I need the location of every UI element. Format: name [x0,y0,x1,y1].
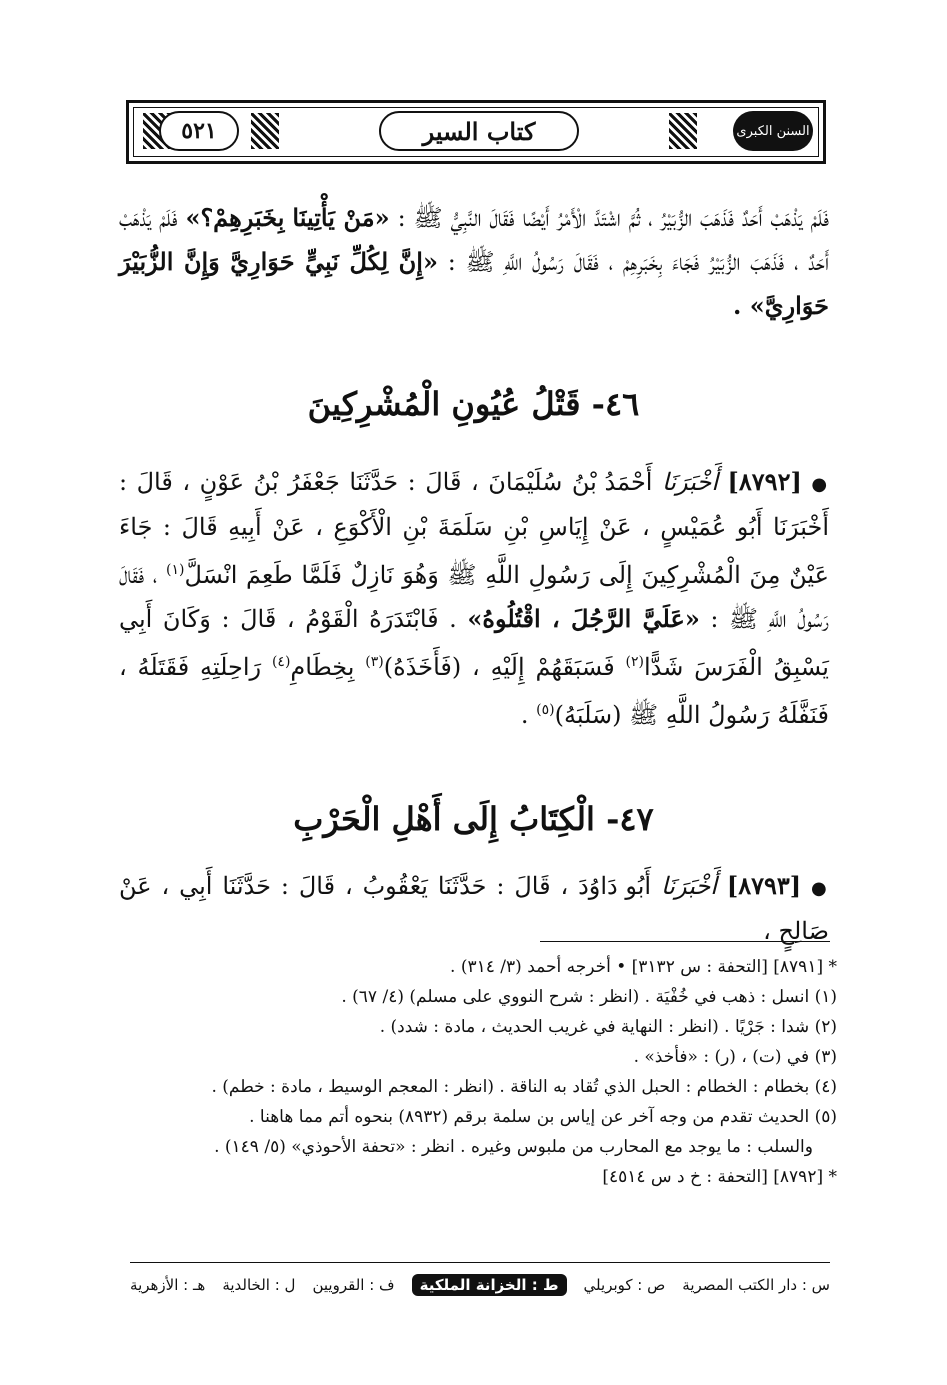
hadith-8792 [119,460,829,737]
ornament-icon [669,113,697,149]
footer-item: هـ : الأزهرية [130,1276,206,1294]
hadith-number: [٨٧٩٢] [727,467,802,496]
page-header [126,100,826,164]
footer-item-highlight: ط : الخزانة الملكية [412,1274,567,1296]
section-heading-46: ٤٦- قَتْلُ عُيُونِ الْمُشْرِكِينَ [307,385,640,423]
hadith-text: أَبُو دَاوُدَ ، قَالَ : حَدَّثَنَا يَعْقُوبُ ، قَالَ : حَدَّثَنَا أَبِي ، عَنْ صَالِحٍ ، [119,872,829,945]
hadith-text-6: رَاحِلَتِهِ فَقَتَلَهُ ، فَنَفَّلَهُ رَسُولُ اللَّهِ ﷺ (سَلَبَهُ) [119,653,829,729]
book-logo: السنن الكبرى [733,111,813,151]
footer-item: ف : القرويين [312,1276,395,1294]
footnote-line: (٥) الحديث تقدم من وجه آخر عن إياس بن سلمة برقم (٨٩٣٢) بنحوه أتم مما هاهنا . [249,1107,837,1127]
footer-item: س : دار الكتب المصرية [682,1276,830,1294]
bullet-icon: ● [811,878,829,899]
hadith-text-1: أَحْمَدُ بْنُ سُلَيْمَانَ ، قَالَ : حَدَّثَنَا جَعْفَرُ بْنُ عَوْنٍ ، قَالَ : أَخْبَرَنَا أَبُو عُمَيْسٍ ، عَنْ إِيَاسِ بْنِ سَلَمَةَ بْنِ الْأَكْوَعِ ، عَنْ أَبِيهِ قَالَ : جَاءَ عَيْنٌ مِنَ الْمُشْرِكِينَ إِلَى رَسُولِ اللَّهِ ﷺ وَهُوَ نَازِلٌ فَلَمَّا طَعِمَ انْسَلَّ [119,468,829,589]
footnote-line: (٤) بخطام : الخطام : الحبل الذي تُقاد به الناقة . (انظر : المعجم الوسيط ، مادة : خطم) . [211,1077,837,1097]
hadith-text-3: . فَابْتَدَرَهُ الْقَوْمُ ، قَالَ : وَكَانَ أَبِي يَسْبِقُ الْفَرَسَ شَدًّا [119,605,829,681]
footer-item: ص : كوبريلي [583,1276,666,1294]
akhbarana: أَخْبَرَنَا [662,468,718,496]
hadith-text-5: بِخِطَامِ [290,653,355,681]
footnote-line: (٢) شدا : جَرْيًا . (انظر : النهاية في غريب الحديث ، مادة : شدد) . [379,1017,837,1037]
footnote-line: * [٨٧٩١] [التحفة : س ٣١٣٢] • أخرجه أحمد (٣/ ٣١٤) . [450,957,837,977]
footnote-ref: (٤) [271,654,291,670]
para1-line3-bold: «إِنَّ لِكُلِّ نَبِيٍّ حَوَارِيَّ وَإِنَّ الزُّبَيْرَ حَوَارِيَّ» . [119,247,829,320]
footnote-line: (٣) في (ت) ، (ر) : «فأخذ» . [633,1047,837,1067]
footnote-ref: (١) [166,562,185,578]
page-number: ٥٢١ [159,111,239,151]
footnote-ref: (٢) [625,654,645,670]
footnote-divider [540,941,830,942]
para1-line2-bold: بِخَبَرِهِمْ؟» [185,203,285,232]
book-title: كتاب السير [379,111,579,151]
section-heading-47: ٤٧- الْكِتَابُ إِلَى أَهْلِ الْحَرْبِ [293,800,654,838]
footer-item: ل : الخالدية [222,1276,296,1294]
hadith-number: [٨٧٩٣] [726,871,802,900]
hadith-text-7: . [520,701,529,729]
hadith-8793 [119,864,829,953]
bullet-icon: ● [811,474,829,495]
footnotes [107,952,837,1192]
hadith-bold-1: «عَلَيَّ الرَّجُلَ ، اقْتُلُوهُ» [467,604,700,633]
para1-line1-bold: «مَنْ يَأْتِينَا [292,203,390,232]
footnote-line: (١) انسل : ذهب في خُفْيَة . (انظر : شرح النووي على مسلم) (٤/ ٦٧) . [341,987,837,1007]
akhbarana: أَخْبَرَنَا [660,872,717,900]
footnote-ref: (٥) [536,702,555,718]
footnote-line: والسلب : ما يوجد مع المحارب من ملبوس وغيره . انظر : «تحفة الأحوذي» (٥/ ١٤٩) . [214,1137,813,1157]
hadith-text-4: فَسَبَقَهُمْ إِلَيْهِ ، (فَأَخَذَهُ) [383,653,615,681]
paragraph-1 [119,196,829,328]
hadith-text-2: ، فَقَالَ رَسُولُ اللَّهِ ﷺ : [119,561,829,633]
footnote-ref: (٣) [365,654,384,670]
footnote-line: * [٨٧٩٢] [التحفة : خ د س ٤٥١٤] [602,1167,837,1187]
para1-line2: فَلَمْ يَذْهَبْ أَحَدٌ ، فَذَهَبَ الزُّبَيْرُ فَجَاءَ بِخَبَرِهِمْ ، فَقَالَ رَسُولُ اللَّهِ ﷺ : [119,204,829,276]
manuscript-key [130,1270,830,1300]
ornament-icon [251,113,279,149]
footer-divider [130,1262,830,1263]
para1-line1: فَلَمْ يَذْهَبْ أَحَدٌ فَذَهَبَ الزُّبَيْرُ ، ثُمَّ اشْتَدَّ الْأَمْرُ أَيْضًا فَقَالَ النَّبِيُّ ﷺ : [397,204,829,232]
